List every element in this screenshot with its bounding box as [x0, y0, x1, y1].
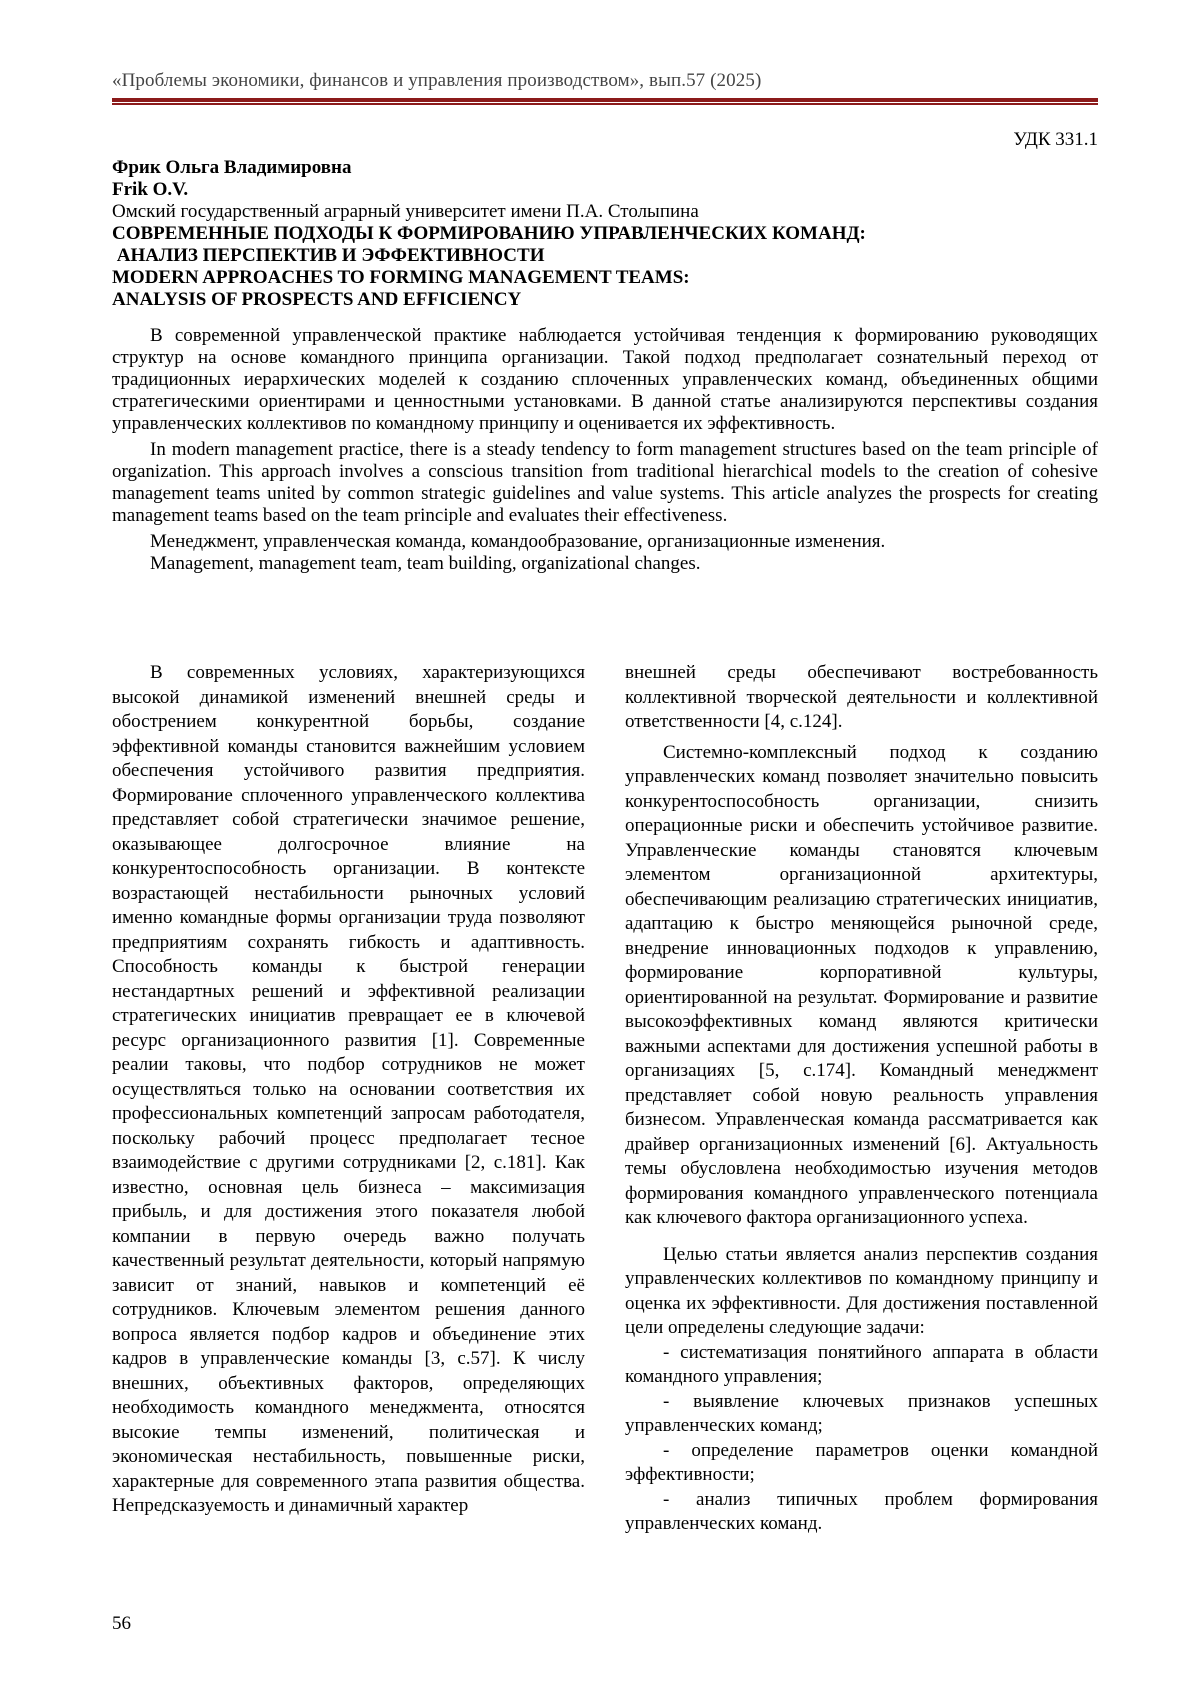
- page-number: 56: [112, 1613, 131, 1634]
- author-name-ru: Фрик Ольга Владимировна: [112, 157, 352, 178]
- title-en-line-2: ANALYSIS OF PROSPECTS AND EFFICIENCY: [112, 289, 522, 310]
- abstract-block: [112, 325, 1098, 575]
- body-paragraph-1-continued: внешней среды обеспечивают востребованность коллективной творческой деятельности и коллективной ответственности [4, с.124].: [625, 662, 1098, 732]
- header-rule-thin: [112, 103, 1098, 105]
- task-item-4: - анализ типичных проблем формирования управленческих команд.: [625, 1488, 1098, 1534]
- title-ru-line-2: АНАЛИЗ ПЕРСПЕКТИВ И ЭФФЕКТИВНОСТИ: [112, 245, 545, 266]
- affiliation: Омский государственный аграрный университет имени П.А. Столыпина: [112, 201, 699, 222]
- keywords-ru: Менеджмент, управленческая команда, командообразование, организационные изменения.: [150, 531, 886, 552]
- task-item-1: - систематизация понятийного аппарата в области командного управления;: [625, 1341, 1098, 1387]
- body-column-left: [112, 661, 585, 1519]
- task-item-3: - определение параметров оценки командной эффективности;: [625, 1439, 1098, 1485]
- udc-code: УДК 331.1: [1013, 129, 1098, 150]
- article-header: [112, 157, 1098, 311]
- body-paragraph-1: В современных условиях, характеризующихся высокой динамикой изменений внешней среды и обострением конкурентной борьбы, создание эффективной команды становится важнейшим условием обеспечения устойчивого развития предприятия. Формирование сплоченного управленческого коллектива представляет собой стратегически значимое решение, оказывающее долгосрочное влияние на конкурентоспособность организации. В контексте возрастающей нестабильности рыночных условий именно командные формы организации труда позволяют предприятиям сохранять гибкость и адаптивность. Способность команды к быстрой генерации нестандартных решений и эффективной реализации стратегических инициатив превращает ее в ключевой ресурс организационного развития [1]. Современные реалии таковы, что подбор сотрудников не может осуществляться только на основании соответствия их профессиональных компетенций запросам работодателя, поскольку рабочий процесс предполагает тесное взаимодействие с другими сотрудниками [2, с.181]. Как известно, основная цель бизнеса – максимизация прибыль, и для достижения этого показателя любой компании в первую очередь важно получать качественный результат деятельности, который напрямую зависит от знаний, навыков и компетенций её сотрудников. Ключевым элементом решения данного вопроса является подбор кадров и объединение этих кадров в управленческие команды [3, с.57]. К числу внешних, объективных факторов, определяющих необходимость командного менеджмента, относятся высокие темпы изменений, политическая и экономическая нестабильность, повышенные риски, характерные для современного этапа развития общества. Непредсказуемость и динамичный характер: [112, 662, 585, 1516]
- body-paragraph-3: Целью статьи является анализ перспектив создания управленческих коллективов по командному принципу и оценка их эффективности. Для достижения поставленной цели определены следующие задачи:: [625, 1243, 1098, 1338]
- author-name-en: Frik O.V.: [112, 179, 189, 200]
- title-ru-line-1: СОВРЕМЕННЫЕ ПОДХОДЫ К ФОРМИРОВАНИЮ УПРАВЛЕНЧЕСКИХ КОМАНД:: [112, 223, 866, 244]
- title-en-line-1: MODERN APPROACHES TO FORMING MANAGEMENT TEAMS:: [112, 267, 690, 288]
- abstract-ru: В современной управленческой практике наблюдается устойчивая тенденция к формированию руководящих структур на основе командного принципа организации. Такой подход предполагает сознательный переход от традиционных иерархических моделей к созданию сплоченных управленческих команд, объединенных общими стратегическими ориентирами и ценностными установками. В данной статье анализируются перспективы создания управленческих коллективов по командному принципу и оценивается их эффективность.: [112, 325, 1098, 434]
- task-item-2: - выявление ключевых признаков успешных управленческих команд;: [625, 1390, 1098, 1436]
- body-column-right: [625, 661, 1098, 1537]
- header-rule-thick: [112, 98, 1098, 102]
- abstract-en: In modern management practice, there is a steady tendency to form management structures based on the team principle of organization. This approach involves a conscious transition from traditional hierarchical models to the creation of cohesive management teams united by common strategic guidelines and value systems. This article analyzes the prospects for creating management teams based on the team principle and evaluates their effectiveness.: [112, 439, 1098, 526]
- body-paragraph-2: Системно-комплексный подход к созданию управленческих команд позволяет значительно повысить конкурентоспособность организации, снизить операционные риски и обеспечить устойчивое развитие. Управленческие команды становятся ключевым элементом организационной архитектуры, обеспечивающим реализацию стратегических инициатив, адаптацию к быстро меняющейся рыночной среде, внедрение инновационных подходов к управлению, формирование корпоративной культуры, ориентированной на результат. Формирование и развитие высокоэффективных команд являются критически важными аспектами для достижения успешной работы в организациях [5, с.174]. Командный менеджмент представляет собой новую реальность управления бизнесом. Управленческая команда рассматривается как драйвер организационных изменений [6]. Актуальность темы обусловлена необходимостью изучения методов формирования командного управленческого потенциала как ключевого фактора организационного успеха.: [625, 741, 1098, 1228]
- running-head: «Проблемы экономики, финансов и управления производством», вып.57 (2025): [112, 70, 762, 91]
- keywords-en: Management, management team, team building, organizational changes.: [150, 553, 701, 574]
